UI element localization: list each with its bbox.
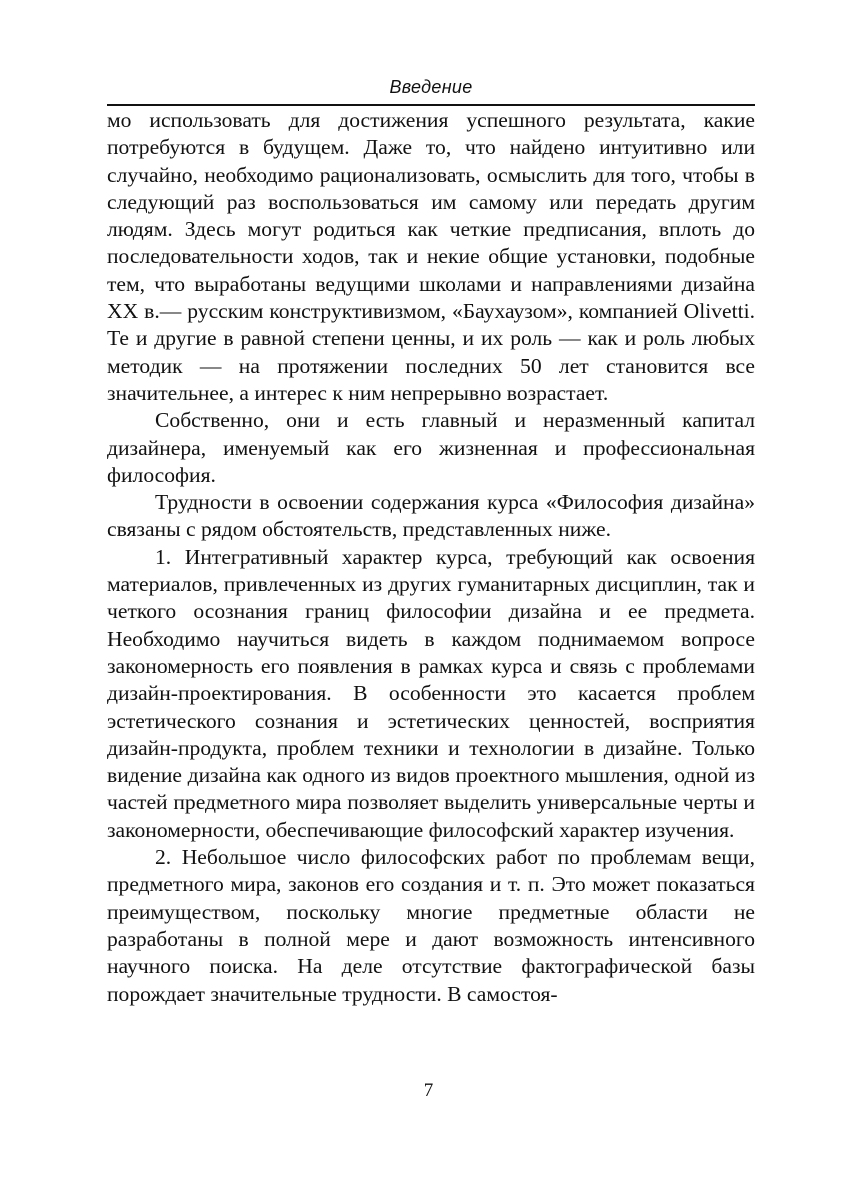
paragraph-4: 1. Интегративный характер курса, требующий как освоения материалов, привлеченных из других гуманитарных дисциплин, так и четкого осознания границ философии дизайна и ее предмета. Необходимо научиться видеть в каждом поднимаемом вопросе закономерность его появления в рамках курса и связь с проблемами дизайн-проектирования. В особенности это касается проблем эстетического сознания и эстетических ценностей, восприятия дизайн-продукта, проблем техники и технологии в дизайне. Только видение дизайна как одного из видов проектного мышления, одной из частей предметного мира позволяет выделить универсальные черты и закономерности, обеспечивающие философский характер изучения.: [107, 544, 755, 842]
body-text: [107, 107, 755, 1008]
running-header-title: Введение: [389, 77, 473, 97]
paragraph-2: Собственно, они и есть главный и неразменный капитал дизайнера, именуемый как его жизненная и профессиональная философия.: [107, 408, 755, 487]
page-number: 7: [423, 1080, 434, 1101]
document-page: [107, 72, 755, 1008]
paragraph-1: мо использовать для достижения успешного результата, какие потребуются в будущем. Даже то, что найдено интуитивно или случайно, необходимо рационализовать, осмыслить для того, чтобы в следующий раз воспользоваться им самому или передать другим людям. Здесь могут родиться как четкие предписания, вплоть до последовательности ходов, так и некие общие установки, подобные тем, что выработаны ведущими школами и направлениями дизайна XX в.— русским конструктивизмом, «Баухаузом», компанией Olivetti. Те и другие в равной степени ценны, и их роль — как и роль любых методик — на протяжении последних 50 лет становится все значительнее, а интерес к ним непрерывно возрастает.: [107, 108, 755, 405]
paragraph-5: 2. Небольшое число философских работ по проблемам вещи, предметного мира, законов его создания и т. п. Это может показаться преимуществом, поскольку многие предметные области не разработаны в полной мере и дают возможность интенсивного научного поиска. На деле отсутствие фактографической базы порождает значительные трудности. В самостоя-: [107, 845, 755, 1006]
paragraph-3: Трудности в освоении содержания курса «Философия дизайна» связаны с рядом обстоятельств, представленных ниже.: [107, 490, 755, 542]
header-rule: [107, 104, 755, 106]
